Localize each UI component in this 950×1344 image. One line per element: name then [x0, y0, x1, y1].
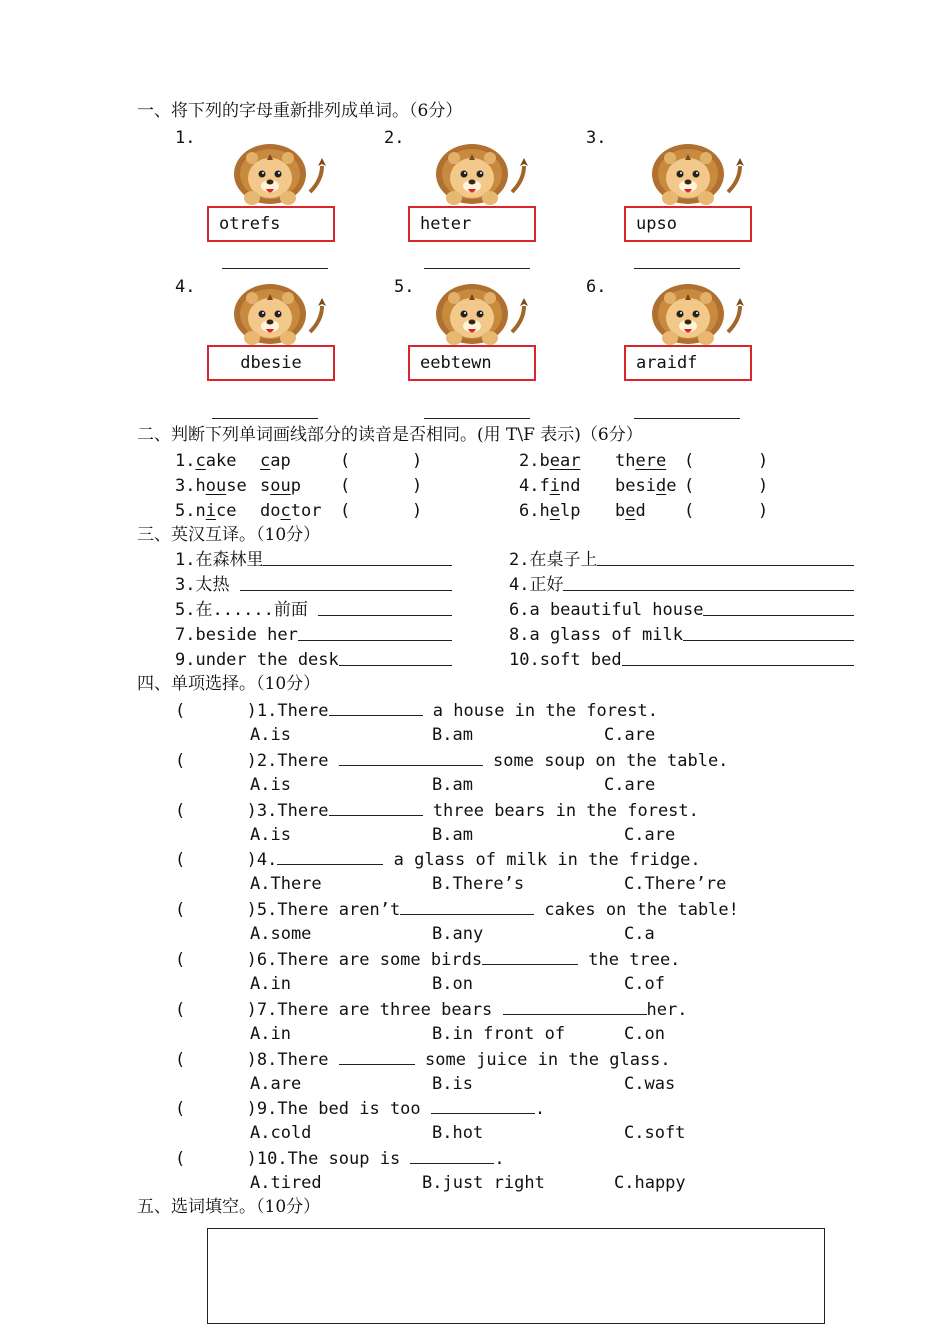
- section-1-title: 一、将下列的字母重新排列成单词。（6分）: [137, 101, 463, 121]
- answer-paren-open: (: [340, 451, 351, 471]
- question-10: ( )10.The soup is .: [175, 1149, 505, 1169]
- answer-blank[interactable]: [339, 749, 483, 766]
- lion-illustration: [222, 140, 334, 212]
- option-b[interactable]: B.any: [432, 924, 484, 944]
- item-4-number: 4.: [175, 277, 196, 297]
- option-b[interactable]: B.There’s: [432, 874, 525, 894]
- section-3-title: 三、英汉互译。（10分）: [137, 525, 321, 545]
- option-a[interactable]: A.is: [250, 725, 291, 745]
- translation-item-10: 10.soft bed: [509, 649, 854, 671]
- answer-blank[interactable]: [329, 799, 423, 816]
- answer-paren-close: ): [758, 476, 769, 496]
- option-c[interactable]: C.happy: [614, 1173, 686, 1193]
- answer-blank[interactable]: [563, 574, 854, 591]
- option-a[interactable]: A.is: [250, 775, 291, 795]
- question-6: ( )6.There are some birds the tree.: [175, 950, 681, 970]
- pair-6-word-a: 6.help: [519, 501, 581, 521]
- answer-blank[interactable]: [339, 649, 452, 666]
- answer-paren-open: (: [684, 501, 695, 521]
- item-5-number: 5.: [394, 277, 415, 297]
- question-8: ( )8.There some juice in the glass.: [175, 1050, 671, 1070]
- answer-line-3[interactable]: [634, 268, 740, 269]
- pair-1-word-b: cap: [260, 451, 291, 471]
- answer-blank[interactable]: [431, 1097, 535, 1114]
- answer-blank[interactable]: [622, 649, 854, 666]
- answer-blank[interactable]: [703, 599, 854, 616]
- translation-item-6: 6.a beautiful house: [509, 599, 854, 621]
- option-a[interactable]: A.tired: [250, 1173, 322, 1193]
- option-b[interactable]: B.just right: [422, 1173, 545, 1193]
- answer-paren[interactable]: ( ): [175, 751, 257, 771]
- question-4: ( )4. a glass of milk in the fridge.: [175, 850, 701, 870]
- answer-paren[interactable]: ( ): [175, 1149, 257, 1169]
- translation-item-1: 1.在森林里: [175, 549, 452, 571]
- pair-2-word-b: there: [615, 451, 667, 471]
- answer-paren[interactable]: ( ): [175, 850, 257, 870]
- option-a[interactable]: A.some: [250, 924, 312, 944]
- translation-item-7: 7.beside her: [175, 624, 452, 646]
- answer-blank[interactable]: [277, 848, 383, 865]
- option-c[interactable]: C.There’re: [624, 874, 727, 894]
- answer-paren[interactable]: ( ): [175, 801, 257, 821]
- option-c[interactable]: C.are: [624, 825, 676, 845]
- option-b[interactable]: B.in front of: [432, 1024, 566, 1044]
- option-a[interactable]: A.in: [250, 974, 291, 994]
- answer-blank[interactable]: [400, 898, 534, 915]
- option-a[interactable]: A.in: [250, 1024, 291, 1044]
- answer-paren[interactable]: ( ): [175, 1050, 257, 1070]
- translation-item-4: 4.正好: [509, 574, 854, 596]
- option-c[interactable]: C.are: [604, 725, 656, 745]
- pair-3-word-b: soup: [260, 476, 301, 496]
- scrambled-word-4: dbesie: [207, 345, 335, 381]
- answer-paren[interactable]: ( ): [175, 900, 257, 920]
- question-7: ( )7.There are three bears her.: [175, 1000, 688, 1020]
- answer-paren[interactable]: ( ): [175, 701, 257, 721]
- question-9: ( )9.The bed is too .: [175, 1099, 546, 1119]
- item-6-number: 6.: [586, 277, 607, 297]
- lion-illustration: [222, 280, 334, 352]
- item-2-number: 2.: [384, 128, 405, 148]
- answer-paren-open: (: [340, 501, 351, 521]
- option-b[interactable]: B.am: [432, 825, 473, 845]
- answer-blank[interactable]: [410, 1147, 494, 1164]
- question-2: ( )2.There some soup on the table.: [175, 751, 729, 771]
- lion-illustration: [640, 280, 752, 352]
- scrambled-word-1: otrefs: [207, 206, 335, 242]
- answer-blank[interactable]: [329, 699, 423, 716]
- section-4-title: 四、单项选择。（10分）: [137, 674, 321, 694]
- pair-1-word-a: 1.cake: [175, 451, 237, 471]
- translation-item-3: 3.太热: [175, 574, 452, 596]
- answer-blank[interactable]: [503, 998, 647, 1015]
- answer-paren[interactable]: ( ): [175, 1000, 257, 1020]
- lion-illustration: [424, 280, 536, 352]
- pair-2-word-a: 2.bear: [519, 451, 581, 471]
- section-2-title: 二、判断下列单词画线部分的读音是否相同。(用 T\F 表示)（6分）: [137, 425, 643, 445]
- lion-illustration: [640, 140, 752, 212]
- question-1: ( )1.There a house in the forest.: [175, 701, 658, 721]
- answer-line-1[interactable]: [222, 268, 328, 269]
- option-b[interactable]: B.am: [432, 725, 473, 745]
- translation-item-8: 8.a glass of milk: [509, 624, 854, 646]
- answer-paren[interactable]: ( ): [175, 950, 257, 970]
- answer-paren-open: (: [684, 476, 695, 496]
- lion-illustration: [424, 140, 536, 212]
- answer-blank[interactable]: [298, 624, 452, 641]
- answer-blank[interactable]: [263, 549, 452, 566]
- scrambled-word-3: upso: [624, 206, 752, 242]
- answer-blank[interactable]: [240, 574, 452, 591]
- translation-item-9: 9.under the desk: [175, 649, 452, 671]
- pair-3-word-a: 3.house: [175, 476, 247, 496]
- option-a[interactable]: A.There: [250, 874, 322, 894]
- answer-line-5[interactable]: [424, 418, 530, 419]
- answer-paren[interactable]: ( ): [175, 1099, 257, 1119]
- scrambled-word-5: eebtewn: [408, 345, 536, 381]
- translation-item-5: 5.在......前面: [175, 599, 452, 621]
- scrambled-word-6: araidf: [624, 345, 752, 381]
- answer-paren-open: (: [340, 476, 351, 496]
- option-b[interactable]: B.am: [432, 775, 473, 795]
- pair-5-word-a: 5.nice: [175, 501, 237, 521]
- answer-blank[interactable]: [597, 549, 854, 566]
- option-c[interactable]: C.was: [624, 1074, 676, 1094]
- scrambled-word-2: heter: [408, 206, 536, 242]
- option-c[interactable]: C.on: [624, 1024, 665, 1044]
- answer-blank[interactable]: [683, 624, 854, 641]
- option-c[interactable]: C.soft: [624, 1123, 686, 1143]
- pair-5-word-b: doctor: [260, 501, 322, 521]
- question-3: ( )3.There three bears in the forest.: [175, 801, 699, 821]
- option-b[interactable]: B.hot: [432, 1123, 484, 1143]
- option-c[interactable]: C.a: [624, 924, 655, 944]
- word-bank-box: [207, 1228, 825, 1324]
- option-a[interactable]: A.are: [250, 1074, 302, 1094]
- pair-6-word-b: bed: [615, 501, 646, 521]
- section-5-title: 五、选词填空。（10分）: [137, 1197, 321, 1217]
- answer-paren-close: ): [412, 451, 423, 471]
- option-c[interactable]: C.are: [604, 775, 656, 795]
- answer-paren-close: ): [758, 451, 769, 471]
- answer-blank[interactable]: [482, 948, 578, 965]
- answer-paren-close: ): [758, 501, 769, 521]
- option-b[interactable]: B.on: [432, 974, 473, 994]
- answer-line-4[interactable]: [212, 418, 318, 419]
- option-a[interactable]: A.cold: [250, 1123, 312, 1143]
- answer-paren-close: ): [412, 476, 423, 496]
- translation-item-2: 2.在桌子上: [509, 549, 854, 571]
- option-b[interactable]: B.is: [432, 1074, 473, 1094]
- pair-4-word-b: beside: [615, 476, 677, 496]
- answer-blank[interactable]: [339, 1048, 415, 1065]
- answer-blank[interactable]: [318, 599, 452, 616]
- item-3-number: 3.: [586, 128, 607, 148]
- option-c[interactable]: C.of: [624, 974, 665, 994]
- answer-line-2[interactable]: [424, 268, 530, 269]
- item-1-number: 1.: [175, 128, 196, 148]
- pair-4-word-a: 4.find: [519, 476, 581, 496]
- question-5: ( )5.There aren’t cakes on the table!: [175, 900, 739, 920]
- answer-line-6[interactable]: [634, 418, 740, 419]
- answer-paren-open: (: [684, 451, 695, 471]
- option-a[interactable]: A.is: [250, 825, 291, 845]
- answer-paren-close: ): [412, 501, 423, 521]
